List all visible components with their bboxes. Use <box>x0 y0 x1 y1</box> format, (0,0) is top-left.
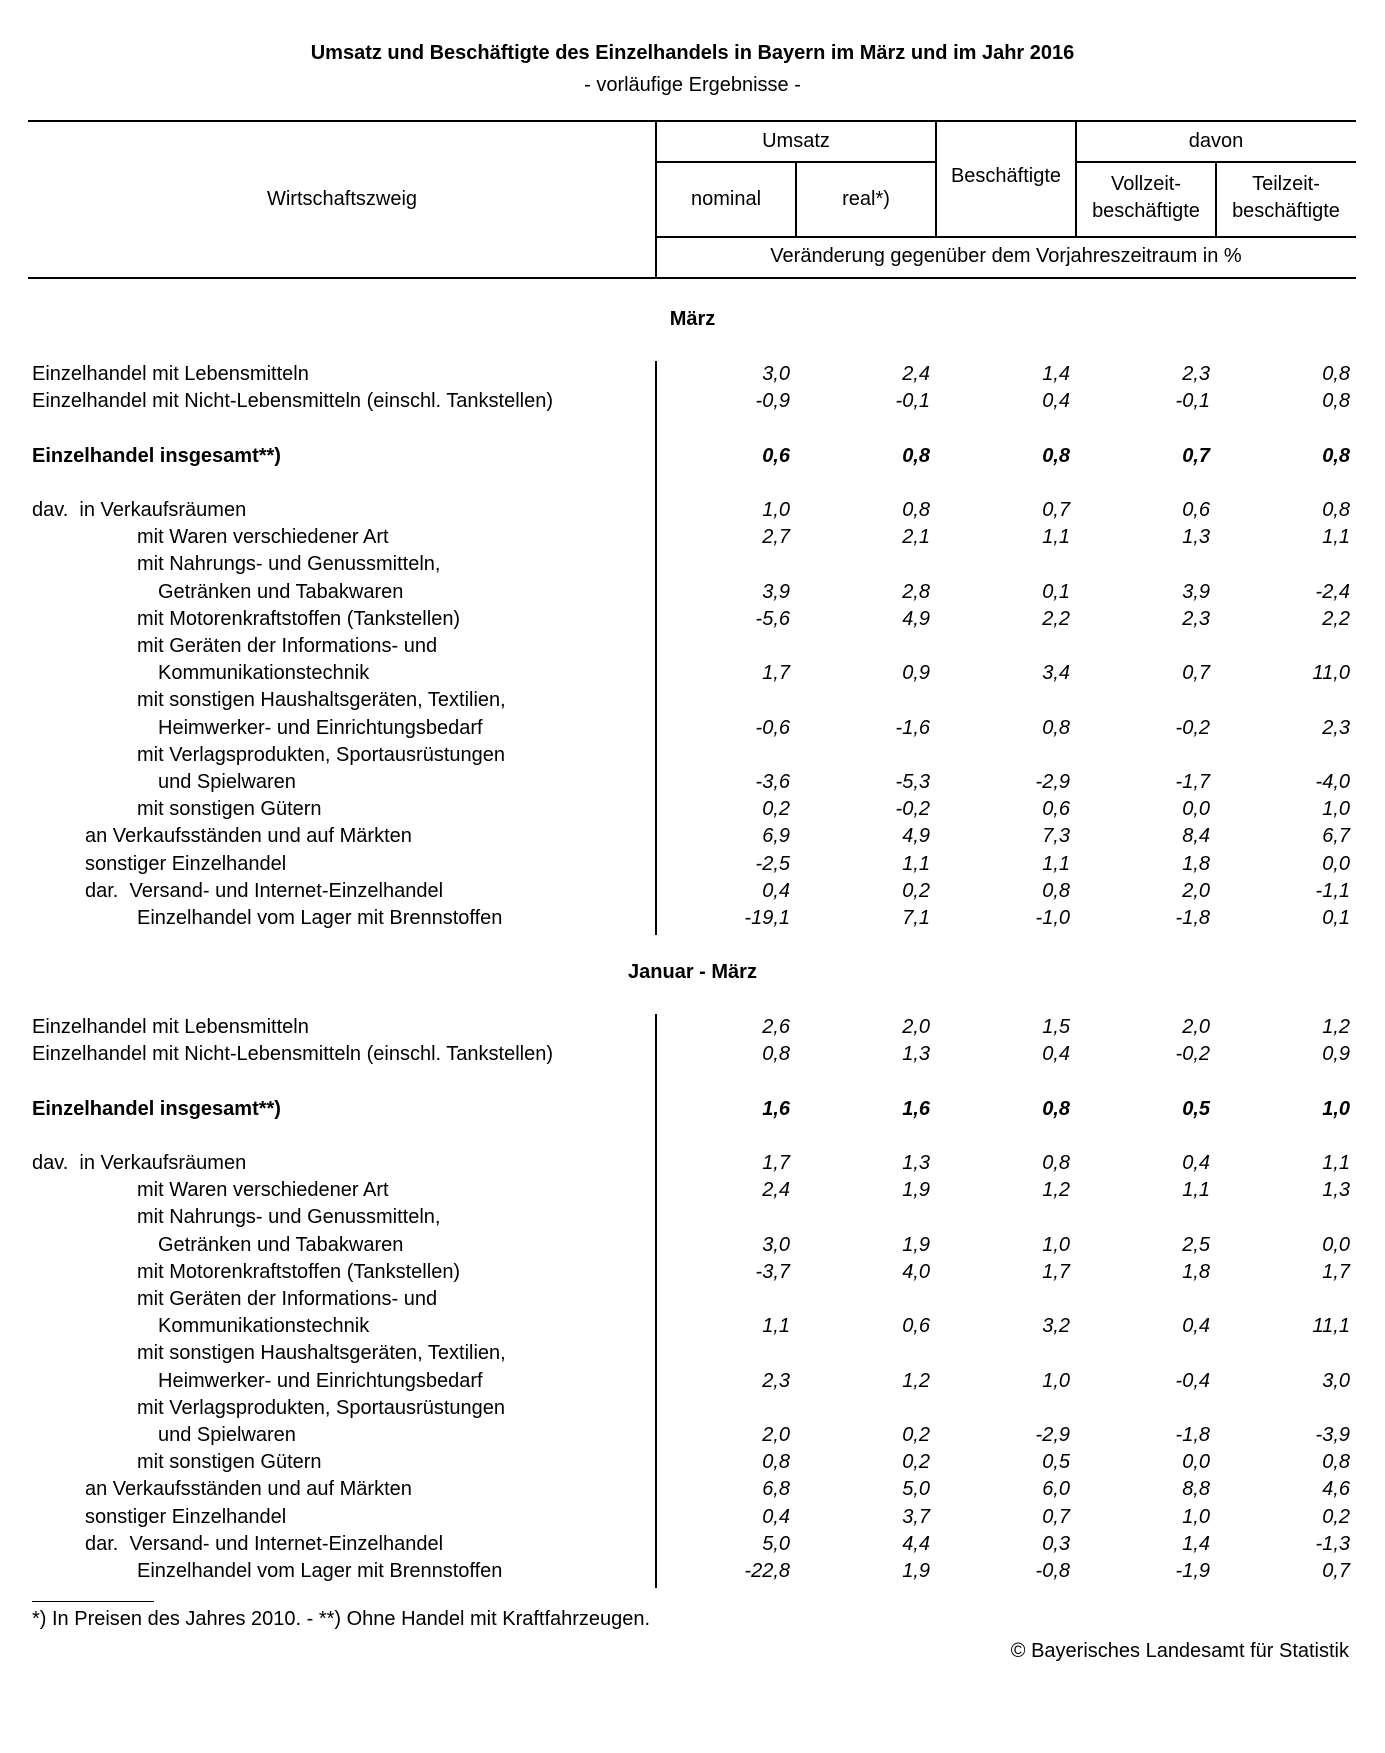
table-cell: 1,7 <box>762 662 790 685</box>
table-cell: 0,2 <box>762 798 790 821</box>
table-cell: 0,8 <box>1042 444 1070 467</box>
table-cell: 2,0 <box>902 1016 930 1038</box>
table-cell: -0,2 <box>1175 1043 1210 1066</box>
table-top-rule <box>28 120 1356 122</box>
table-cell: 0,1 <box>1042 580 1070 603</box>
table-cell: 1,4 <box>1042 363 1070 385</box>
table-cell: 1,1 <box>1182 1179 1210 1202</box>
table-cell: 2,1 <box>902 526 930 549</box>
table-cell: 1,0 <box>1322 798 1350 821</box>
table-cell: 1,1 <box>902 852 930 875</box>
table-cell: 0,5 <box>1042 1451 1070 1474</box>
header-bottom-rule <box>28 277 1356 279</box>
table-cell: 0,8 <box>1042 879 1070 902</box>
table-cell: 1,6 <box>902 1097 930 1120</box>
table-cell: 1,7 <box>1322 1260 1350 1283</box>
table-cell: 0,0 <box>1322 852 1350 875</box>
table-cell: 0,4 <box>1182 1315 1210 1338</box>
row-label: mit sonstigen Gütern <box>137 1451 322 1474</box>
row-label: Getränken und Tabakwaren <box>158 1233 404 1256</box>
table-cell: 1,5 <box>1042 1016 1070 1038</box>
header-nominal: nominal <box>690 188 762 210</box>
table-cell: 0,9 <box>902 662 930 685</box>
columns-rule <box>656 236 1356 238</box>
table-cell: -0,2 <box>895 798 930 821</box>
row-label: mit Nahrungs- und Genussmitteln, <box>137 553 441 576</box>
table-cell: 1,0 <box>1042 1369 1070 1392</box>
table-cell: 0,8 <box>1322 363 1350 385</box>
table-cell: -1,8 <box>1175 1424 1210 1446</box>
table-cell: 4,4 <box>902 1532 930 1555</box>
table-cell: 8,8 <box>1182 1478 1210 1501</box>
table-cell: 0,0 <box>1182 1451 1210 1474</box>
row-label: mit Geräten der Informations- und <box>137 1288 438 1310</box>
table-cell: 0,6 <box>1182 499 1210 521</box>
table-cell: -1,7 <box>1175 771 1210 793</box>
table-cell: 3,0 <box>762 363 790 385</box>
table-cell: 1,3 <box>1322 1179 1350 1202</box>
table-cell: 0,8 <box>1322 1451 1350 1474</box>
table-cell: -0,1 <box>895 390 930 413</box>
table-cell: 0,5 <box>1182 1097 1210 1120</box>
row-label: mit Motorenkraftstoffen (Tankstellen) <box>137 607 461 630</box>
table-cell: 2,3 <box>1182 363 1210 385</box>
row-label: mit Geräten der Informations- und <box>137 635 438 657</box>
row-label: Einzelhandel vom Lager mit Brennstoffen <box>137 1560 503 1582</box>
table-cell: -2,9 <box>1035 771 1070 793</box>
table-cell: -0,8 <box>1035 1560 1070 1582</box>
table-cell: 0,8 <box>1322 499 1350 521</box>
table-cell: 0,2 <box>1322 1505 1350 1528</box>
table-cell: -3,7 <box>755 1260 790 1283</box>
table-cell: 2,6 <box>762 1016 790 1038</box>
row-label: dav. in Verkaufsräumen <box>32 1152 247 1174</box>
table-cell: 1,9 <box>902 1179 930 1202</box>
table-cell: 0,6 <box>762 444 790 467</box>
table-cell: 1,9 <box>902 1560 930 1582</box>
table-cell: 1,8 <box>1182 1260 1210 1283</box>
row-label: Einzelhandel vom Lager mit Brennstoffen <box>137 907 503 929</box>
table-cell: 4,9 <box>902 607 930 630</box>
table-cell: -2,4 <box>1315 580 1350 603</box>
table-cell: 2,7 <box>762 526 790 549</box>
table-cell: 7,3 <box>1042 825 1070 848</box>
table-cell: 0,4 <box>1182 1152 1210 1174</box>
table-cell: 4,6 <box>1322 1478 1350 1501</box>
body-divider-jan-maerz <box>655 1014 657 1588</box>
table-cell: 2,4 <box>762 1179 790 1202</box>
table-cell: 0,0 <box>1322 1233 1350 1256</box>
header-real: real*) <box>842 188 890 210</box>
table-cell: 0,4 <box>762 1505 790 1528</box>
row-label: sonstiger Einzelhandel <box>85 852 287 875</box>
table-cell: 0,6 <box>902 1315 930 1338</box>
table-cell: 11,0 <box>1312 662 1350 685</box>
table-cell: -19,1 <box>744 907 790 929</box>
table-cell: -5,3 <box>895 771 930 793</box>
table-cell: 0,1 <box>1322 907 1350 929</box>
header-vollzeit <box>1076 171 1216 225</box>
table-cell: 3,9 <box>762 580 790 603</box>
row-label: Einzelhandel mit Lebensmitteln <box>32 363 309 385</box>
table-cell: 11,1 <box>1312 1315 1350 1338</box>
table-cell: 2,3 <box>1322 716 1350 739</box>
table-cell: 1,0 <box>762 499 790 521</box>
header-umsatz: Umsatz <box>762 130 830 152</box>
table-cell: 0,8 <box>1042 1097 1070 1120</box>
table-cell: 2,0 <box>1182 879 1210 902</box>
table-cell: 0,8 <box>762 1043 790 1066</box>
header-vollzeit-line2: beschäftigte <box>1092 200 1200 222</box>
row-label: mit Waren verschiedener Art <box>137 1179 389 1202</box>
table-cell: -5,6 <box>755 607 790 630</box>
row-label: und Spielwaren <box>158 771 296 793</box>
table-cell: 6,8 <box>762 1478 790 1501</box>
table-cell: 2,3 <box>762 1369 790 1392</box>
table-cell: 0,7 <box>1042 499 1070 521</box>
table-cell: 0,8 <box>902 444 930 467</box>
row-label: mit Verlagsprodukten, Sportausrüstungen <box>137 1396 505 1419</box>
table-cell: -1,0 <box>1035 907 1070 929</box>
table-cell: 2,0 <box>1182 1016 1210 1038</box>
table-cell: 8,4 <box>1182 825 1210 848</box>
row-label: mit sonstigen Gütern <box>137 798 322 821</box>
table-cell: 0,0 <box>1182 798 1210 821</box>
table-cell: 6,7 <box>1322 825 1350 848</box>
table-cell: 0,7 <box>1182 444 1210 467</box>
table-cell: 0,8 <box>1042 716 1070 739</box>
row-label: Kommunikationstechnik <box>158 1315 370 1338</box>
table-cell: 1,2 <box>902 1369 930 1392</box>
table-cell: 0,2 <box>902 1424 930 1446</box>
page-subtitle: - vorläufige Ergebnisse - <box>584 74 801 96</box>
table-cell: -0,1 <box>1175 390 1210 413</box>
table-cell: 1,6 <box>762 1097 790 1120</box>
table-cell: 1,1 <box>1322 1152 1350 1174</box>
table-cell: 2,4 <box>902 363 930 385</box>
header-teilzeit-line2: beschäftigte <box>1232 200 1340 222</box>
row-label: mit Waren verschiedener Art <box>137 526 389 549</box>
table-cell: 0,7 <box>1182 662 1210 685</box>
row-label: Heimwerker- und Einrichtungsbedarf <box>158 1369 483 1392</box>
footnote: *) In Preisen des Jahres 2010. - **) Ohne Handel mit Kraftfahrzeugen. <box>32 1608 651 1630</box>
row-label: Heimwerker- und Einrichtungsbedarf <box>158 716 483 739</box>
row-label: sonstiger Einzelhandel <box>85 1505 287 1528</box>
table-cell: 0,6 <box>1042 798 1070 821</box>
row-label: Einzelhandel mit Nicht-Lebensmitteln (einschl. Tankstellen) <box>32 1043 553 1066</box>
table-cell: -1,6 <box>895 716 930 739</box>
table-cell: -1,9 <box>1175 1560 1210 1582</box>
table-cell: 1,3 <box>902 1043 930 1066</box>
table-cell: 1,1 <box>762 1315 790 1338</box>
table-cell: 2,2 <box>1322 607 1350 630</box>
header-vollzeit-line1: Vollzeit- <box>1110 173 1182 195</box>
table-cell: 2,8 <box>902 580 930 603</box>
table-cell: 0,7 <box>1042 1505 1070 1528</box>
table-cell: 4,9 <box>902 825 930 848</box>
table-cell: 4,0 <box>902 1260 930 1283</box>
header-teilzeit-line1: Teilzeit- <box>1252 173 1320 195</box>
row-label: Kommunikationstechnik <box>158 662 370 685</box>
row-label: mit Motorenkraftstoffen (Tankstellen) <box>137 1260 461 1283</box>
table-cell: 0,2 <box>902 879 930 902</box>
table-cell: -2,9 <box>1035 1424 1070 1446</box>
table-cell: 1,3 <box>1182 526 1210 549</box>
table-cell: 0,8 <box>1322 444 1350 467</box>
section-title-maerz: März <box>669 308 716 330</box>
row-label: Einzelhandel mit Nicht-Lebensmitteln (einschl. Tankstellen) <box>32 390 553 413</box>
page-title: Umsatz und Beschäftigte des Einzelhandels in Bayern im März und im Jahr 2016 <box>310 42 1075 64</box>
table-cell: 3,7 <box>902 1505 930 1528</box>
row-label: dar. Versand- und Internet-Einzelhandel <box>85 879 444 902</box>
table-cell: 1,1 <box>1042 852 1070 875</box>
row-label: dav. in Verkaufsräumen <box>32 499 247 521</box>
table-cell: 7,1 <box>902 907 930 929</box>
table-cell: -0,2 <box>1175 716 1210 739</box>
table-cell: 0,8 <box>902 499 930 521</box>
table-cell: 2,0 <box>762 1424 790 1446</box>
table-cell: 1,1 <box>1042 526 1070 549</box>
row-label: und Spielwaren <box>158 1424 296 1446</box>
table-cell: -1,1 <box>1315 879 1350 902</box>
row-label: dar. Versand- und Internet-Einzelhandel <box>85 1532 444 1555</box>
table-cell: 0,3 <box>1042 1532 1070 1555</box>
table-cell: 3,4 <box>1042 662 1070 685</box>
table-cell: -2,5 <box>755 852 790 875</box>
table-cell: 5,0 <box>762 1532 790 1555</box>
section-title-jan-maerz: Januar - März <box>628 961 757 983</box>
row-label: mit Nahrungs- und Genussmitteln, <box>137 1206 441 1229</box>
copyright: © Bayerisches Landesamt für Statistik <box>1010 1640 1349 1662</box>
body-divider-maerz <box>655 361 657 935</box>
table-cell: 0,8 <box>1042 1152 1070 1174</box>
table-cell: 0,4 <box>762 879 790 902</box>
table-cell: -0,4 <box>1175 1369 1210 1392</box>
table-cell: 1,0 <box>1182 1505 1210 1528</box>
row-label: an Verkaufsständen und auf Märkten <box>85 1478 412 1501</box>
header-beschaeftigte: Beschäftigte <box>950 165 1062 187</box>
table-cell: 1,2 <box>1042 1179 1070 1202</box>
table-cell: 3,0 <box>762 1233 790 1256</box>
table-cell: 1,7 <box>1042 1260 1070 1283</box>
row-label: Einzelhandel insgesamt**) <box>32 1097 281 1120</box>
table-cell: -0,6 <box>755 716 790 739</box>
row-label: Einzelhandel insgesamt**) <box>32 444 281 467</box>
table-cell: 0,4 <box>1042 390 1070 413</box>
table-cell: 2,2 <box>1042 607 1070 630</box>
table-cell: -22,8 <box>744 1560 790 1582</box>
table-cell: 3,9 <box>1182 580 1210 603</box>
table-cell: 1,3 <box>902 1152 930 1174</box>
row-label: mit Verlagsprodukten, Sportausrüstungen <box>137 743 505 766</box>
row-label: Einzelhandel mit Lebensmitteln <box>32 1016 309 1038</box>
table-cell: -3,6 <box>755 771 790 793</box>
table-cell: 1,2 <box>1322 1016 1350 1038</box>
row-label: Getränken und Tabakwaren <box>158 580 404 603</box>
header-wirtschaftszweig: Wirtschaftszweig <box>266 188 418 210</box>
table-cell: -0,9 <box>755 390 790 413</box>
table-cell: 0,8 <box>762 1451 790 1474</box>
table-cell: -1,3 <box>1315 1532 1350 1555</box>
table-cell: 0,7 <box>1322 1560 1350 1582</box>
table-cell: 2,3 <box>1182 607 1210 630</box>
table-cell: 1,9 <box>902 1233 930 1256</box>
table-cell: 1,1 <box>1322 526 1350 549</box>
table-cell: 1,7 <box>762 1152 790 1174</box>
table-cell: 3,0 <box>1322 1369 1350 1392</box>
table-cell: 2,5 <box>1182 1233 1210 1256</box>
table-cell: 0,4 <box>1042 1043 1070 1066</box>
table-cell: 6,0 <box>1042 1478 1070 1501</box>
footnote-rule <box>32 1601 154 1602</box>
table-cell: 1,0 <box>1042 1233 1070 1256</box>
table-cell: 1,4 <box>1182 1532 1210 1555</box>
table-cell: 6,9 <box>762 825 790 848</box>
table-cell: 5,0 <box>902 1478 930 1501</box>
header-teilzeit <box>1216 171 1356 225</box>
header-davon: davon <box>1188 130 1244 152</box>
table-cell: -3,9 <box>1315 1424 1350 1446</box>
table-cell: 0,2 <box>902 1451 930 1474</box>
row-label: mit sonstigen Haushaltsgeräten, Textilien, <box>137 1342 506 1365</box>
table-cell: -1,8 <box>1175 907 1210 929</box>
row-label: an Verkaufsständen und auf Märkten <box>85 825 412 848</box>
row-label: mit sonstigen Haushaltsgeräten, Textilien, <box>137 689 506 712</box>
table-cell: 1,0 <box>1322 1097 1350 1120</box>
header-unit: Veränderung gegenüber dem Vorjahreszeitraum in % <box>770 245 1242 267</box>
table-cell: 0,9 <box>1322 1043 1350 1066</box>
table-cell: 3,2 <box>1042 1315 1070 1338</box>
table-cell: 1,8 <box>1182 852 1210 875</box>
table-cell: -4,0 <box>1315 771 1350 793</box>
table-cell: 0,8 <box>1322 390 1350 413</box>
